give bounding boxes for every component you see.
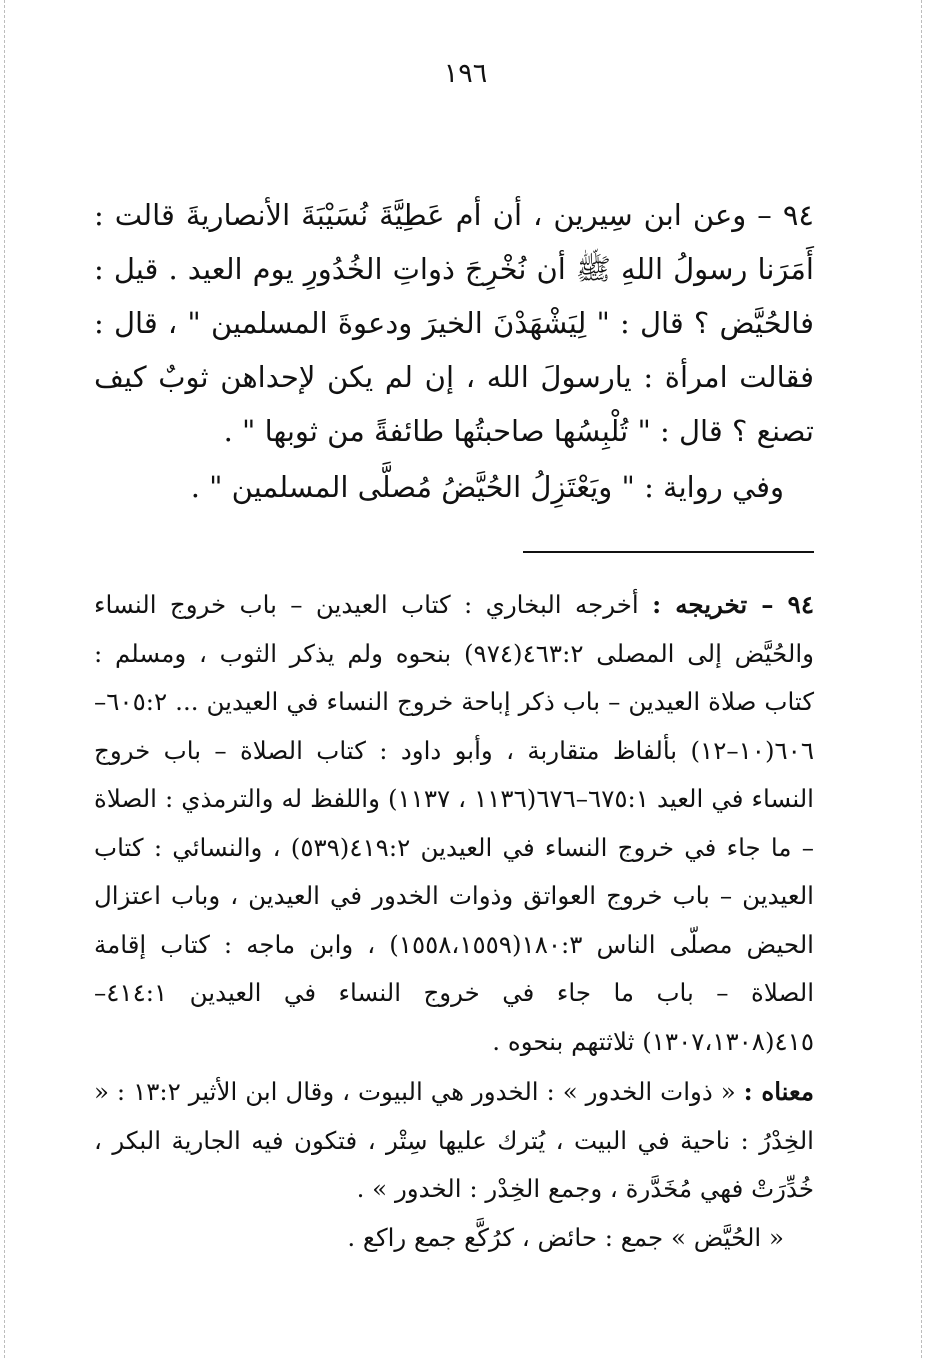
footnote bbox=[94, 581, 814, 1262]
hadith-text bbox=[94, 188, 814, 514]
hadith-paragraph: ٩٤ – وعن ابن سِيرين ، أن أم عَطِيَّةَ نُسَيْبَةَ الأنصاريةَ قالت : أَمَرَنا رسولُ اللهِ ﷺ أن نُخْرِجَ ذواتِ الخُدُورِ يوم العيد . قيل : فالحُيَّض ؟ قال : " لِيَشْهَدْنَ الخيرَ ودعوةَ المسلمين " ، قال : فقالت امرأة : يارسولَ الله ، إن لم يكن لإحداهن ثوبٌ كيف تصنع ؟ قال : " تُلْبِسُها صاحبتُها طائفةً من ثوبها " . bbox=[94, 198, 814, 448]
hadith-riwaya: وفي رواية : " ويَعْتَزِلُ الحُيَّضُ مُصلَّى المسلمين " . bbox=[190, 470, 784, 504]
page-number: ١٩٦ bbox=[443, 58, 488, 89]
scan-edge-right bbox=[921, 0, 922, 1358]
meaning-text: « ذوات الخدور » : الخدور هي البيوت ، وقال ابن الأثير ١٣:٢ : « الخِدْرُ : ناحية في البيت ، يُترك عليها سِتْر ، فتكون فيه الجارية البكر ، خُدِّرَتْ فهي مُخَدَّرة ، وجمع الخِدْر : الخدور » . bbox=[94, 1077, 814, 1203]
meaning-paragraph-2: « الحُيَّض » جمع : حائض ، كرُكَّع جمع راكع . bbox=[347, 1222, 784, 1252]
scan-edge-left bbox=[4, 0, 5, 1358]
takhrij-label: ٩٤ – تخريجه : bbox=[652, 590, 814, 619]
meaning-paragraph bbox=[94, 1068, 814, 1214]
footnote-divider bbox=[523, 551, 814, 553]
meaning-label: معناه : bbox=[743, 1077, 814, 1106]
takhrij-text: أخرجه البخاري : كتاب العيدين – باب خروج النساء والحُيَّض إلى المصلى ٤٦٣:٢(٩٧٤) بنحوه ولم يذكر الثوب ، ومسلم : كتاب صلاة العيدين – باب ذكر إباحة خروج النساء في العيدين ... ٦٠٥:٢–٦٠٦(١٠–١٢) بألفاظ متقاربة ، وأبو داود : كتاب الصلاة – باب خروج النساء في العيد ٦٧٥:١–٦٧٦(١١٣٦ ، ١١٣٧) واللفظ له والترمذي : الصلاة – ما جاء في خروج النساء في العيدين ٤١٩:٢(٥٣٩) ، والنسائي : كتاب العيدين – باب خروج العواتق وذوات الخدور في العيدين ، وباب اعتزال الحيض مصلّى الناس ١٨٠:٣(١٥٥٨،١٥٥٩) ، وابن ماجه : كتاب إقامة الصلاة – باب ما جاء في خروج النساء في العيدين ٤١٤:١–٤١٥(١٣٠٧،١٣٠٨) ثلاثتهم بنحوه . bbox=[94, 590, 815, 1056]
takhrij-paragraph bbox=[94, 581, 814, 1066]
